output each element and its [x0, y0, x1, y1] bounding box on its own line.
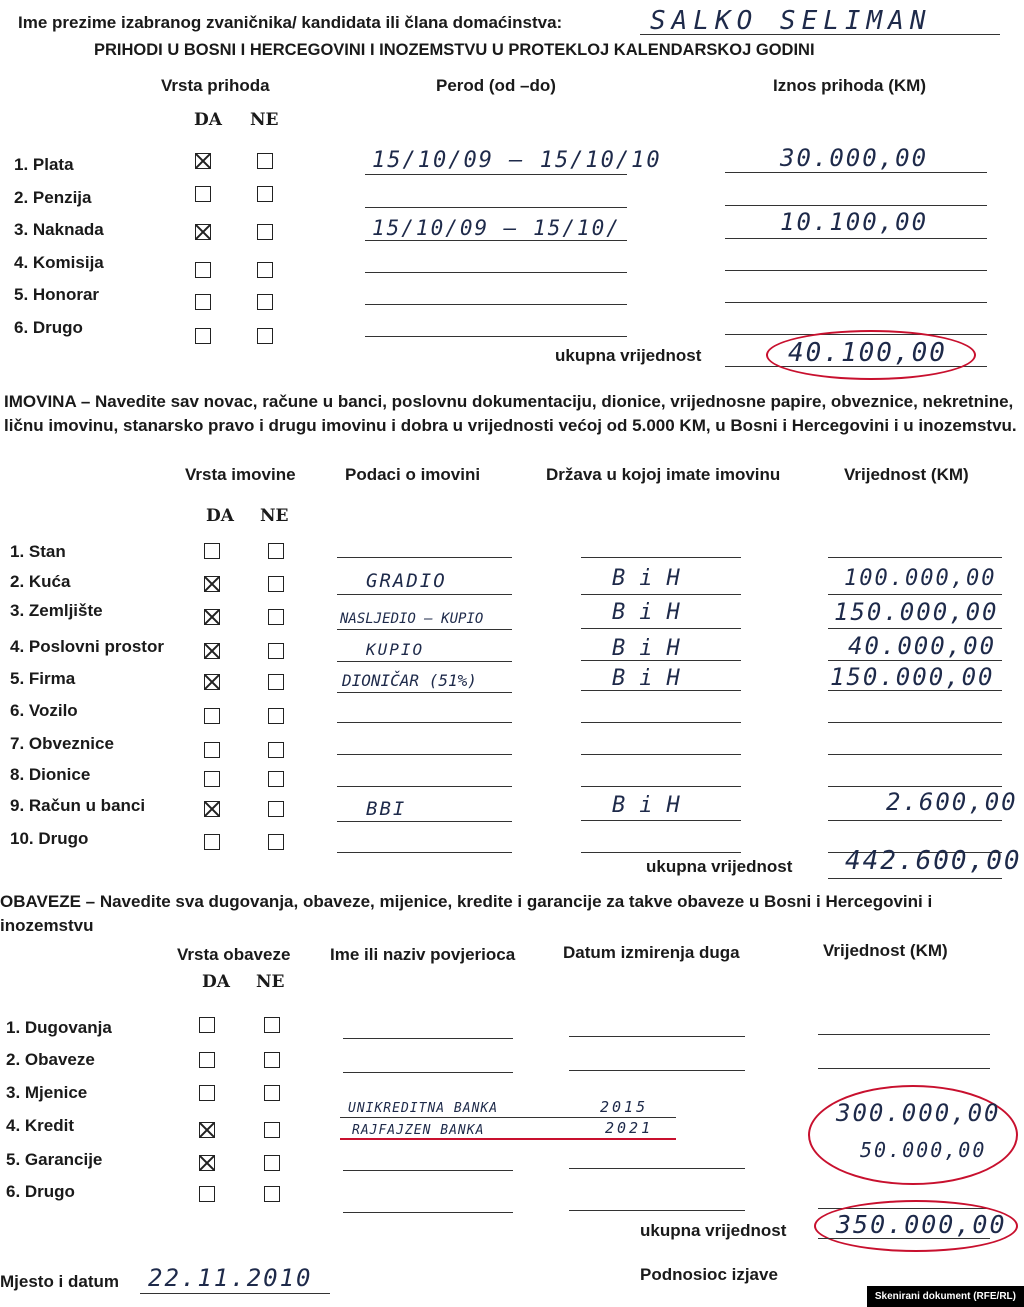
income-amount-line [725, 172, 987, 173]
assets-da-checkbox[interactable] [204, 674, 220, 690]
assets-row-label: 3. Zemljište [10, 601, 103, 620]
assets-value-value: 2.600,00 [886, 788, 1018, 816]
income-period-value: 15/10/09 – 15/10/10 [372, 148, 662, 173]
income-da-header: DA [194, 110, 222, 130]
assets-row-label: 5. Firma [10, 669, 76, 688]
liabilities-creditor-line [343, 1212, 513, 1213]
liabilities-date-value: 2015 [600, 1098, 649, 1116]
income-row-label: 3. Naknada [14, 220, 104, 239]
liabilities-creditor-value: UNIKREDITNA BANKA [348, 1101, 499, 1116]
liabilities-col-creditor: Ime ili naziv povjerioca [330, 945, 516, 964]
assets-ne-checkbox[interactable] [268, 771, 284, 787]
assets-da-checkbox[interactable] [204, 801, 220, 817]
liabilities-row-label: 2. Obaveze [6, 1050, 95, 1069]
assets-details-value: KUPIO [366, 640, 425, 659]
liabilities-strike-line [340, 1138, 676, 1140]
assets-country-line [581, 594, 741, 595]
assets-country-value: BiH [612, 636, 694, 661]
liabilities-intro: OBAVEZE – Navedite sva dugovanja, obaveze, mijenice, kredite i garancije za takve obaveze u Bosni i Hercegovini i inozemstvu [0, 892, 933, 935]
income-ne-checkbox[interactable] [257, 328, 273, 344]
submitter-label: Podnosioc izjave [640, 1265, 778, 1284]
assets-details-value: NASLJEDIO – KUPIO [340, 611, 484, 627]
liabilities-row-label: 5. Garancije [6, 1150, 103, 1169]
liabilities-entry-line [340, 1117, 676, 1118]
liabilities-row-label: 3. Mjenice [6, 1083, 88, 1102]
assets-ne-checkbox[interactable] [268, 643, 284, 659]
assets-da-checkbox[interactable] [204, 643, 220, 659]
income-ne-checkbox[interactable] [257, 294, 273, 310]
place-date-value: 22.11.2010 [148, 1264, 313, 1292]
income-period-line [365, 272, 627, 273]
income-da-checkbox[interactable] [195, 186, 211, 202]
income-amount-value: 30.000,00 [780, 144, 929, 172]
place-date-label: Mjesto i datum [0, 1272, 120, 1291]
scan-stamp: Skenirani dokument (RFE/RL) [867, 1286, 1024, 1307]
liabilities-da-checkbox[interactable] [199, 1155, 215, 1171]
income-row-label: 1. Plata [14, 155, 74, 174]
income-amount-value: 10.100,00 [780, 208, 929, 236]
assets-details-line [337, 821, 512, 822]
income-period-line [365, 240, 627, 241]
liabilities-col-date: Datum izmirenja duga [563, 943, 740, 962]
assets-col-type: Vrsta imovine [185, 465, 296, 484]
assets-country-line [581, 628, 741, 629]
assets-country-line [581, 786, 741, 787]
name-label: Ime prezime izabranog zvaničnika/ kandidata ili člana domaćinstva: [18, 13, 563, 32]
assets-ne-checkbox[interactable] [268, 674, 284, 690]
income-row-label: 5. Honorar [14, 285, 100, 304]
liabilities-creditor-line [343, 1038, 513, 1039]
assets-country-line [581, 722, 741, 723]
assets-value-line [828, 628, 1002, 629]
assets-row-label: 4. Poslovni prostor [10, 637, 164, 656]
income-ne-checkbox[interactable] [257, 186, 273, 202]
assets-ne-checkbox[interactable] [268, 742, 284, 758]
income-period-line [365, 336, 627, 337]
assets-col-details: Podaci o imovini [345, 465, 481, 484]
liabilities-da-checkbox[interactable] [199, 1186, 215, 1202]
assets-country-line [581, 754, 741, 755]
income-amount-line [725, 205, 987, 206]
liabilities-value-line [818, 1068, 990, 1069]
assets-details-value: DIONIČAR (51%) [342, 671, 477, 690]
assets-da-checkbox[interactable] [204, 771, 220, 787]
income-period-line [365, 304, 627, 305]
assets-details-line [337, 852, 512, 853]
assets-details-line [337, 754, 512, 755]
assets-col-value: Vrijednost (KM) [844, 465, 969, 484]
liabilities-ne-checkbox[interactable] [264, 1085, 280, 1101]
assets-details-value: GRADIO [366, 570, 447, 592]
assets-value-line [828, 754, 1002, 755]
income-ne-checkbox[interactable] [257, 153, 273, 169]
assets-country-line [581, 660, 741, 661]
liabilities-total-line [818, 1238, 990, 1239]
assets-ne-checkbox[interactable] [268, 609, 284, 625]
liabilities-total-label: ukupna vrijednost [640, 1221, 787, 1240]
liabilities-date-line [569, 1036, 745, 1037]
liabilities-da-checkbox[interactable] [199, 1017, 215, 1033]
assets-details-line [337, 661, 512, 662]
income-amount-line [725, 302, 987, 303]
income-period-line [365, 174, 627, 175]
assets-ne-checkbox[interactable] [268, 801, 284, 817]
income-col-amount: Iznos prihoda (KM) [773, 76, 926, 95]
income-da-checkbox[interactable] [195, 328, 211, 344]
assets-details-line [337, 629, 512, 630]
assets-intro: IMOVINA – Navedite sav novac, račune u banci, poslovnu dokumentaciju, dionice, vrijednosne papire, obveznice, nekretnine, ličnu imovinu, stanarsko pravo i drugu imovinu i dobra u vrijednosti većoj od 5.000 KM, u Bosni i Hercegovini i u inozemstvu. [4, 392, 1017, 435]
income-total-value: 40.100,00 [788, 338, 947, 368]
assets-value-line [828, 820, 1002, 821]
income-col-type: Vrsta prihoda [161, 76, 270, 95]
assets-row-label: 1. Stan [10, 542, 66, 561]
assets-da-checkbox[interactable] [204, 834, 220, 850]
assets-da-checkbox[interactable] [204, 543, 220, 559]
assets-country-value: BiH [612, 793, 694, 818]
liabilities-row-label: 4. Kredit [6, 1116, 75, 1135]
liabilities-row-label: 6. Drugo [6, 1182, 75, 1201]
assets-country-line [581, 557, 741, 558]
assets-row-label: 2. Kuća [10, 572, 71, 591]
assets-country-line [581, 852, 741, 853]
assets-value-line [828, 786, 1002, 787]
assets-value-line [828, 660, 1002, 661]
income-ne-checkbox[interactable] [257, 224, 273, 240]
assets-value-value: 150.000,00 [830, 663, 995, 691]
assets-da-checkbox[interactable] [204, 576, 220, 592]
liabilities-value-value: 300.000,00 [836, 1099, 1001, 1127]
liabilities-creditor-value: RAJFAJZEN BANKA [352, 1123, 485, 1138]
liabilities-da-checkbox[interactable] [199, 1052, 215, 1068]
assets-details-line [337, 594, 512, 595]
assets-country-line [581, 820, 741, 821]
assets-row-label: 7. Obveznice [10, 734, 114, 753]
income-da-checkbox[interactable] [195, 153, 211, 169]
income-amount-line [725, 238, 987, 239]
assets-details-line [337, 692, 512, 693]
liabilities-date-line [569, 1168, 745, 1169]
income-ne-checkbox[interactable] [257, 262, 273, 278]
assets-da-checkbox[interactable] [204, 708, 220, 724]
income-row-label: 2. Penzija [14, 188, 92, 207]
income-row-label: 4. Komisija [14, 253, 104, 272]
liabilities-date-line [569, 1210, 745, 1211]
liabilities-ne-checkbox[interactable] [264, 1155, 280, 1171]
assets-ne-header: NE [260, 506, 289, 526]
assets-row-label: 8. Dionice [10, 765, 91, 784]
name-value: SALKO SELIMAN [650, 6, 932, 36]
assets-details-line [337, 557, 512, 558]
assets-country-value: BiH [612, 666, 694, 691]
assets-ne-checkbox[interactable] [268, 708, 284, 724]
assets-ne-checkbox[interactable] [268, 834, 284, 850]
assets-details-value: BBI [366, 798, 407, 820]
liabilities-date-value: 2021 [605, 1119, 654, 1137]
assets-row-label: 9. Račun u banci [10, 796, 146, 815]
assets-country-line [581, 690, 741, 691]
liabilities-row-label: 1. Dugovanja [6, 1018, 112, 1037]
assets-value-value: 150.000,00 [834, 598, 999, 626]
assets-row-label: 6. Vozilo [10, 701, 78, 720]
income-da-checkbox[interactable] [195, 224, 211, 240]
assets-da-checkbox[interactable] [204, 609, 220, 625]
liabilities-ne-checkbox[interactable] [264, 1052, 280, 1068]
income-period-value: 15/10/09 – 15/10/ [372, 216, 621, 240]
income-da-checkbox[interactable] [195, 294, 211, 310]
assets-ne-checkbox[interactable] [268, 543, 284, 559]
liabilities-da-checkbox[interactable] [199, 1122, 215, 1138]
liabilities-col-value: Vrijednost (KM) [823, 941, 948, 960]
liabilities-value-value: 50.000,00 [860, 1138, 987, 1162]
assets-value-line [828, 690, 1002, 691]
assets-ne-checkbox[interactable] [268, 576, 284, 592]
liabilities-creditor-line [343, 1170, 513, 1171]
liabilities-date-line [569, 1070, 745, 1071]
assets-row-label: 10. Drugo [10, 829, 89, 848]
assets-da-checkbox[interactable] [204, 742, 220, 758]
liabilities-ne-checkbox[interactable] [264, 1122, 280, 1138]
assets-total-label: ukupna vrijednost [646, 857, 793, 876]
income-ne-header: NE [250, 110, 279, 130]
place-date-line [140, 1293, 330, 1294]
liabilities-total-value: 350.000,00 [836, 1210, 1007, 1239]
assets-details-line [337, 722, 512, 723]
liabilities-creditor-line [343, 1072, 513, 1073]
liabilities-da-header: DA [202, 972, 230, 992]
assets-country-value: BiH [612, 566, 694, 591]
income-amount-line [725, 270, 987, 271]
income-period-line [365, 207, 627, 208]
income-total-label: ukupna vrijednost [555, 346, 702, 365]
liabilities-da-checkbox[interactable] [199, 1085, 215, 1101]
assets-details-line [337, 786, 512, 787]
liabilities-ne-checkbox[interactable] [264, 1017, 280, 1033]
assets-col-country: Država u kojoj imate imovinu [546, 465, 781, 484]
assets-total-value: 442.600,00 [845, 846, 1022, 876]
assets-country-value: BiH [612, 600, 694, 625]
liabilities-value-line [818, 1034, 990, 1035]
income-section-title: PRIHODI U BOSNI I HERCEGOVINI I INOZEMSTVU U PROTEKLOJ KALENDARSKOJ GODINI [94, 41, 815, 59]
liabilities-ne-checkbox[interactable] [264, 1186, 280, 1202]
income-da-checkbox[interactable] [195, 262, 211, 278]
liabilities-ne-header: NE [256, 972, 285, 992]
assets-total-line [828, 878, 1002, 879]
name-line [640, 34, 1000, 35]
income-row-label: 6. Drugo [14, 318, 83, 337]
assets-value-line [828, 722, 1002, 723]
assets-value-line [828, 594, 1002, 595]
assets-da-header: DA [206, 506, 234, 526]
liabilities-col-type: Vrsta obaveze [177, 945, 291, 964]
assets-value-value: 100.000,00 [844, 566, 997, 591]
assets-value-line [828, 557, 1002, 558]
income-col-period: Perod (od –do) [436, 76, 556, 95]
assets-value-value: 40.000,00 [848, 632, 997, 660]
